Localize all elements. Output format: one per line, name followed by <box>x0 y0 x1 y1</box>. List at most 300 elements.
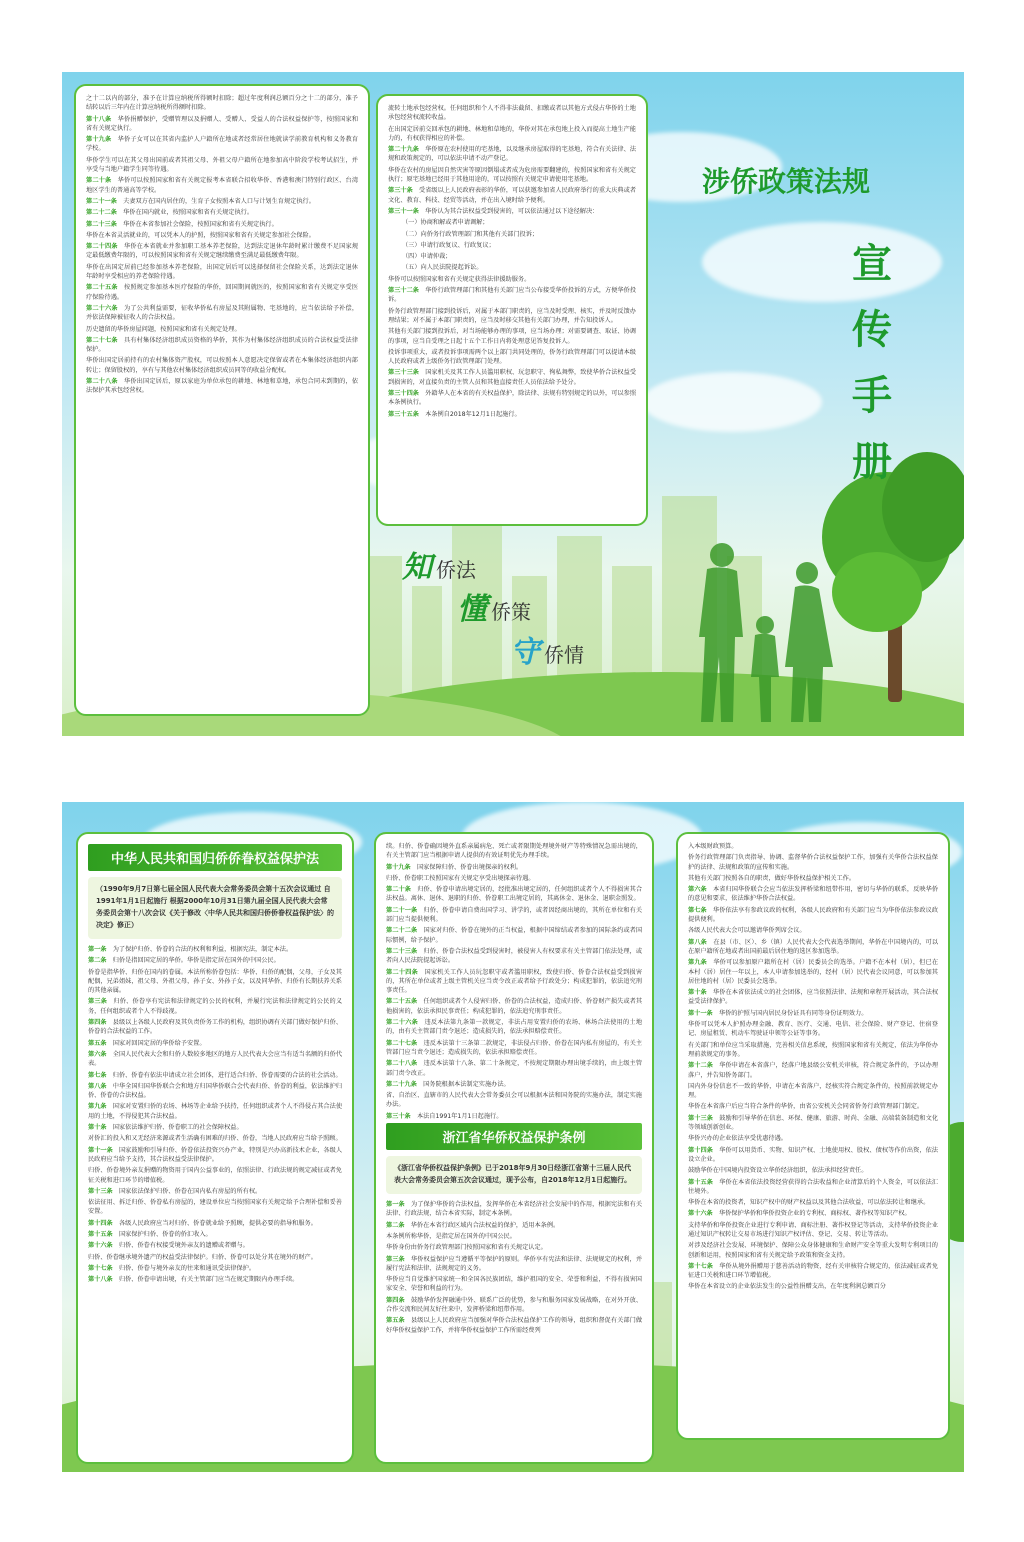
article-number: 第二十八条 <box>386 1060 418 1068</box>
article-number: 第二十七条 <box>386 1039 418 1047</box>
article-number: 第四条 <box>88 1019 107 1027</box>
article-paragraph <box>688 1262 938 1281</box>
article-paragraph <box>388 218 636 227</box>
article-text: 违反本法第九条第一款规定，非法占用安置归侨的农场、林场合法使用的土地的，由有关主管部门责令退还；造成损失的，依法承担赔偿责任。 <box>386 1019 643 1036</box>
cover-char-4: 册 <box>852 438 892 485</box>
article-number: 第十四条 <box>88 1219 113 1227</box>
article-text: 归侨、侨眷有权接受境外亲友的遗赠或者赠与。 <box>118 1242 249 1250</box>
article-paragraph <box>88 1018 342 1037</box>
article-number: 第二十一条 <box>86 197 117 205</box>
article-paragraph <box>386 1243 642 1252</box>
article-text: 其他有关部门接到投诉后，对当场能够办理的事项，应当场办理；对需要调查、取证、协调的事项，应当自受理之日起十五个工作日内将处理意见答复投诉人。 <box>388 328 636 345</box>
article-text: 之十二以内的部分，准予在计算应纳税所得额时扣除；超过年度利润总额百分之十二的部分，准予结转以后三年内在计算应纳税所得额时扣除。 <box>86 95 358 112</box>
article-text: 受省级以上人民政府表彰的华侨，可以获邀参加省人民政府举行的重大庆典或者文化、教育、科技、经贸等活动，并在出入境时给予便利。 <box>388 187 637 204</box>
article-paragraph <box>86 336 358 355</box>
article-paragraph <box>88 1082 342 1101</box>
article-text: （五）向人民法院提起诉讼。 <box>402 264 483 272</box>
article-paragraph <box>688 958 938 986</box>
article-text: 华侨在本省的投资者，知识产权中的财产权益以及其他合法收益，可以依法转让和继承。 <box>688 1199 930 1207</box>
inner-middle-text-panel <box>374 832 654 1464</box>
article-text: 华侨在本省灵活就业的，可以凭本人的护照，按照国家和省有关规定参加社会保险。 <box>86 231 315 239</box>
article-text: 国家对回国定居的华侨给予安置。 <box>112 1039 206 1047</box>
article-text: 本法自1991年1月1日起施行。 <box>416 1112 503 1120</box>
article-text: 华侨在本省设立的企业依法发生的公益性捐赠支出，在年度利润总额百分 <box>688 1283 886 1291</box>
article-paragraph <box>86 356 358 375</box>
article-paragraph <box>688 1061 938 1080</box>
article-text: 华侨兴办的企业依法享受优惠待遇。 <box>688 1135 787 1143</box>
article-paragraph <box>86 94 358 113</box>
article-text: 违反本法第十三条第二款规定，非法侵占归侨、侨眷在国内私有房屋的，有关主管部门应当责令退还；造成损失的，依法承担赔偿责任。 <box>386 1039 643 1056</box>
article-paragraph <box>388 275 636 284</box>
article-number: 第八条 <box>688 938 707 946</box>
article-text: 华侨在出国定居前已经参加基本养老保险，出国定居后可以选择保留社会保险关系，达到法定退休年龄时享受相应的养老保险待遇。 <box>86 263 358 281</box>
article-text: 国家依法保护归侨、侨眷在国内私有房屋的所有权。 <box>118 1187 262 1195</box>
article-paragraph <box>386 1221 642 1230</box>
article-paragraph <box>688 885 938 904</box>
article-paragraph <box>388 207 636 216</box>
article-text: 按照规定参加基本医疗保险的华侨，回国期间就医的，按照国家和省有关规定享受医疗保险待遇。 <box>86 284 359 301</box>
article-number: 第十条 <box>88 1124 107 1132</box>
article-text: 归侨、侨眷与境外亲友的往来和通讯受法律保护。 <box>118 1264 256 1272</box>
article-text: 国家保护归侨、侨眷的侨汇收入。 <box>118 1231 212 1239</box>
article-text: 华侨身份由侨务行政管理部门按照国家和省有关规定认定。 <box>386 1244 547 1252</box>
article-text: 华侨在国内就业，按照国家和省有关规定执行。 <box>123 209 254 217</box>
article-text: 华侨权益保护应当遵循平等保护的原则。华侨享有宪法和法律、法规规定的权利，并履行宪法和法律、法规规定的义务。 <box>386 1255 643 1272</box>
slogan-line-2: 懂侨策 <box>457 592 531 627</box>
article-number: 第十条 <box>688 989 707 997</box>
article-paragraph <box>388 307 636 326</box>
article-text: 华侨在本省依法成立的社会团体，应当依照法律、法规和章程开展活动，其合法权益受法律保护。 <box>688 989 939 1006</box>
article-number: 第十八条 <box>86 115 112 123</box>
article-number: 第六条 <box>88 1050 107 1058</box>
article-text: 各级人民代表大会可以邀请华侨列席会议。 <box>688 927 806 935</box>
article-number: 第十一条 <box>88 1146 113 1154</box>
article-text: 华侨在本省依法投资经营获得的合法收益和企业清算后的个人资金，可以依法汇往境外。 <box>688 1178 939 1195</box>
article-number: 第一条 <box>386 1201 405 1209</box>
law-preamble <box>88 877 342 939</box>
article-number: 第三十五条 <box>388 410 419 418</box>
article-number: 第一条 <box>88 946 107 953</box>
article-paragraph <box>88 1230 342 1239</box>
article-paragraph <box>88 968 342 996</box>
article-paragraph <box>386 1112 642 1121</box>
article-text: 省、自治区、直辖市的人民代表大会常务委员会可以根据本法和国务院的实施办法，制定实施办法。 <box>386 1092 642 1109</box>
article-paragraph <box>386 1255 642 1274</box>
article-number: 第八条 <box>88 1082 107 1090</box>
article-text: 对侨汇的投入和又无经济来源或者生活确有困难的归侨、侨眷，当地人民政府应当给予照顾。 <box>88 1135 342 1143</box>
article-text: 华侨子女可以在其省内监护人户籍所在地或者经常居住地就读学前教育机构和义务教育学校。 <box>86 136 359 153</box>
article-paragraph <box>386 1296 642 1315</box>
article-paragraph <box>88 1071 342 1080</box>
article-text: 归侨、侨眷职工按照国家有关规定享受出境探亲待遇。 <box>386 874 535 882</box>
article-paragraph <box>688 853 938 872</box>
outer-middle-text-panel <box>376 94 648 526</box>
inner-right-text-panel <box>676 832 950 1440</box>
article-text: （一）协商和解或者申请调解； <box>402 219 489 227</box>
article-text: 华侨可以参加原户籍所在村（居）民委员会的选举。户籍不在本村（居），但已在本村（居）居住一年以上，本人申请参加选举的，经村（居）民代表会议同意，可以参加其居住地的村（居）民委员会选举。 <box>688 959 939 985</box>
article-text: 华侨申请在本省落户，经落户地县级公安机关审核，符合规定条件的，予以办理落户，并告知侨务部门。 <box>688 1062 939 1079</box>
article-paragraph <box>386 926 642 945</box>
article-text: 国内外身份信息不一致的华侨，申请在本省落户，经核实符合规定条件的，按照前款规定办理。 <box>688 1082 938 1100</box>
article-paragraph <box>388 186 636 205</box>
article-paragraph <box>388 368 636 387</box>
article-paragraph <box>388 327 636 346</box>
article-paragraph <box>386 1039 642 1058</box>
article-paragraph <box>88 1219 342 1228</box>
article-number: 第十四条 <box>688 1146 714 1154</box>
article-text: 在县（市、区）、乡（镇）人民代表大会代表选举期间，华侨在中国境内的，可以在原户籍所在地或者出国前最后居住地的选区参加选举。 <box>688 938 939 955</box>
brochure-outer-side <box>62 72 964 736</box>
article-text: 华侨依法享有参政议政的权利，各级人民政府和有关部门应当为华侨依法参政议政提供便利。 <box>688 906 939 924</box>
regulation-preamble <box>386 1156 642 1194</box>
article-text: 违反本法第十八条、第二十条规定，不按规定期限办理出境手续的，由上级主管部门责令改正。 <box>386 1060 643 1077</box>
article-text: 国务院根据本法制定实施办法。 <box>423 1080 510 1088</box>
article-text: 鼓励和引导华侨在信息、环保、健康、旅游、时尚、金融、高端装备制造和文化等领域创新创业。 <box>688 1114 939 1132</box>
article-text: 归侨、侨眷继承境外遗产的权益受法律保护。归侨、侨眷可以处分其在境外的财产。 <box>88 1253 317 1261</box>
article-text: 县级以上各级人民政府及其负责侨务工作的机构，组织协调有关部门做好保护归侨、侨眷的合法权益的工作。 <box>88 1019 343 1036</box>
article-text: 全国人民代表大会和归侨人数较多地区的地方人民代表大会应当有适当名额的归侨代表。 <box>88 1050 343 1068</box>
article-text: 华侨从境外捐赠用于慈善活动的物资，经有关审核符合规定的，依法减征或者免征进口关税和进口环节增值税。 <box>688 1262 939 1280</box>
article-number: 第六条 <box>688 886 707 894</box>
article-paragraph <box>388 410 636 419</box>
article-paragraph <box>86 208 358 217</box>
article-number: 第十三条 <box>688 1114 714 1122</box>
article-paragraph <box>386 863 642 872</box>
article-number: 第五条 <box>88 1039 107 1047</box>
law-preamble-text: （1990年9月7日第七届全国人民代表大会常务委员会第十五次会议通过 自1991年1月1日起施行 根据2000年10月31日第九届全国人民代表大会常务委员会第十八次会议《关于修改〈中华人民共和国归侨侨眷权益保护法〉的决定》修正） <box>96 885 334 929</box>
cover-char-2: 传 <box>852 306 892 353</box>
article-paragraph <box>388 104 636 123</box>
article-paragraph <box>688 842 938 851</box>
article-text: 具有村集体经济组织成员资格的华侨，其作为村集体经济组织成员的合法权益受法律保护。 <box>86 336 359 354</box>
article-number: 第二十七条 <box>86 336 118 344</box>
article-text: 华侨在本省参加社会保险，按照国家和省有关规定执行。 <box>123 220 278 228</box>
article-paragraph <box>386 1018 642 1037</box>
article-number: 第十九条 <box>86 136 112 144</box>
article-number: 第二十五条 <box>86 284 118 292</box>
article-number: 第二十条 <box>386 886 411 894</box>
article-paragraph <box>88 1241 342 1250</box>
article-paragraph <box>86 263 358 282</box>
article-paragraph <box>688 1221 938 1240</box>
article-text: 华侨捐赠保护，受赠管理以及捐赠人、受赠人、受益人的合法权益保护等，按照国家和省有关规定执行。 <box>86 115 359 132</box>
article-number: 第三十四条 <box>388 390 420 398</box>
cover-title: 涉侨政策法规 <box>702 165 871 198</box>
law-title-banner: 中华人民共和国归侨侨眷权益保护法 <box>88 844 342 871</box>
article-number: 第二十条 <box>86 177 112 185</box>
article-text: 华侨在农村的房屋因自然灾害等原因倒塌或者成为危房需要翻建的，按照国家和省有关规定执行；原宅基地已经用于其他用途的，可以按照有关规定申请使用宅基地。 <box>388 166 636 184</box>
article-text: 为了保护归侨、侨眷的合法的权利和利益，根据宪法，制定本法。 <box>112 946 293 953</box>
article-text: 鼓励华侨在中国境内投资设立华侨经济组织，依法承担经营责任。 <box>688 1167 868 1175</box>
article-paragraph <box>688 1166 938 1175</box>
article-paragraph <box>688 926 938 935</box>
article-paragraph <box>86 220 358 229</box>
article-number: 第二十五条 <box>386 998 418 1006</box>
slogan-line-1: 知侨法 <box>402 550 476 585</box>
article-number: 第十七条 <box>88 1264 113 1272</box>
article-number: 第十六条 <box>88 1242 113 1250</box>
article-paragraph <box>88 1264 342 1273</box>
article-number: 第三十条 <box>386 1112 411 1120</box>
brochure-inner-side <box>62 802 964 1472</box>
article-paragraph <box>386 1080 642 1089</box>
article-text: （四）申请仲裁； <box>402 253 452 261</box>
article-number: 第二十六条 <box>386 1019 419 1027</box>
article-paragraph <box>388 230 636 239</box>
article-number: 第十二条 <box>688 1062 714 1070</box>
article-paragraph <box>388 166 636 185</box>
article-text: 华侨可以按照国家和省有关规定报考本省联合招收华侨、香港和澳门特别行政区、台湾地区学生的普通高等学校。 <box>86 177 359 194</box>
article-paragraph <box>688 906 938 925</box>
article-text: 归侨、侨眷境外亲友捐赠的物资用于国内公益事业的，依照法律、行政法规的规定减征或者免征关税和进口环节的增值税。 <box>88 1167 342 1184</box>
article-paragraph <box>388 348 636 367</box>
article-paragraph <box>688 1082 938 1101</box>
article-paragraph <box>388 241 636 250</box>
article-paragraph <box>88 1187 342 1196</box>
article-text: 在出国定居前交回承包的耕地、林地和草地的，华侨对其在承包地上投入而提高土地生产能力的，有权获得相应的补偿。 <box>388 125 636 142</box>
article-number: 第三十一条 <box>388 207 419 215</box>
article-text: 国家对归侨、侨眷在境外的正当权益，根据中国缔结或者参加的国际条约或者国际惯例，给予保护。 <box>386 927 643 944</box>
article-text: 入本级财政预算。 <box>688 843 738 850</box>
article-paragraph <box>86 283 358 302</box>
article-number: 第九条 <box>688 959 707 967</box>
article-text: 归侨、侨眷合法权益受到侵害时，被侵害人有权要求有关主管部门依法处理，或者向人民法院提起诉讼。 <box>386 947 643 965</box>
article-paragraph <box>688 1114 938 1133</box>
article-paragraph <box>388 125 636 144</box>
article-text: 华侨认为其合法权益受到侵害的，可以依法通过以下途径解决： <box>425 207 599 215</box>
article-text: 流转土地承包经营权。任何组织和个人不得非法截留、扣缴或者以其他方式侵占华侨的土地承包经营权流转收益。 <box>388 105 636 122</box>
article-paragraph <box>688 1102 938 1111</box>
article-text: 国家鼓励和引导归侨、侨眷依法投资兴办产业，特别是兴办高新技术企业，各级人民政府应当给予支持，其合法权益受法律保护。 <box>88 1146 343 1163</box>
article-text: 侨务行政管理部门接到投诉后，对属于本部门职责的，应当及时受理、核实，并及时反馈办理结果；对不属于本部门职责的，应当及时移交其他有关部门办理，并告知投诉人。 <box>388 307 636 324</box>
article-text: 华侨出国定居后，原以家庭为单位承包的耕地、林地和草地，承包合同未到期的，依法保护其承包经营权。 <box>86 378 359 395</box>
article-text: 本条例自2018年12月1日起施行。 <box>425 410 521 418</box>
article-paragraph <box>386 968 642 996</box>
article-number: 第二十六条 <box>86 304 118 312</box>
article-text: 华侨在本省行政区域内合法权益的保护，适用本条例。 <box>410 1221 560 1229</box>
article-text: 依法征用、拆迁归侨、侨眷私有房屋的，建设单位应当按照国家有关规定给予合理补偿和妥善安置。 <box>88 1199 342 1216</box>
article-paragraph <box>386 906 642 925</box>
article-number: 第十七条 <box>688 1262 714 1270</box>
article-text: 华侨出国定居前持有的农村集体资产股权，可以按照本人意愿决定保留或者在本集体经济组织内部转让；保留股权的，享有与其他农村集体经济组织成员同等的收益分配权。 <box>86 357 358 374</box>
article-text: 归侨、侨眷有依法申请成立社会团体，进行适合归侨、侨眷需要的合法的社会活动。 <box>112 1071 342 1079</box>
article-number: 第二十二条 <box>86 209 117 217</box>
article-paragraph <box>386 885 642 904</box>
article-text: 中华全国归国华侨联合会和地方归国华侨联合会代表归侨、侨眷的利益，依法维护归侨、侨眷的合法权益。 <box>88 1082 343 1100</box>
article-paragraph <box>386 997 642 1016</box>
article-text: 华侨行政管理部门和其他有关部门应当公布接受华侨投诉的方式，方便华侨投诉。 <box>388 287 637 304</box>
article-number: 第七条 <box>688 906 707 914</box>
article-paragraph <box>688 1020 938 1039</box>
article-text: 华侨学生可以在其父母出国前或者其祖父母、外祖父母户籍所在地参加高中阶段学校考试招生，并享受与当地户籍学生同等待遇。 <box>86 156 358 174</box>
article-number: 第十九条 <box>386 863 411 871</box>
article-number: 第二十一条 <box>386 906 418 914</box>
article-paragraph <box>688 1282 938 1291</box>
cover-char-1: 宣 <box>852 240 892 287</box>
article-number: 第三条 <box>88 998 108 1006</box>
article-text: 县级以上人民政府应当加强对华侨合法权益保护工作的领导，组织和督促有关部门做好华侨权益保护工作，并将华侨权益保护工作所需经费列 <box>386 1317 643 1334</box>
article-text: 国家对安置归侨的农场、林场等企业给予扶持，任何组织或者个人不得侵占其合法使用的土地，不得侵犯其合法权益。 <box>88 1103 343 1120</box>
cover-char-3: 手 <box>852 372 892 419</box>
article-number: 第十六条 <box>688 1210 713 1218</box>
article-number: 第二条 <box>88 957 107 965</box>
article-text: 华侨原在农村使用的宅基地，以及继承房屋取得的宅基地，符合有关法律、法规和政策规定的，可以依法申请不动产登记。 <box>388 146 637 163</box>
article-text: （三）申请行政复议、行政复议； <box>402 241 495 249</box>
article-paragraph <box>88 1134 342 1143</box>
article-text: （二）向侨务行政管理部门和其他有关部门投诉； <box>402 230 539 238</box>
article-text: 其他有关部门按照各自的职责，做好华侨权益保护相关工作。 <box>688 874 856 882</box>
article-paragraph <box>86 135 358 154</box>
article-number: 第二十四条 <box>386 968 419 976</box>
article-text: 华侨应当自觉维护国家统一和全国各民族团结，维护祖国的安全、荣誉和利益，不得有损害国家安全、荣誉和利益的行为。 <box>386 1276 642 1293</box>
article-text: 侨眷是指华侨、归侨在国内的眷属。本法所称侨眷包括：华侨、归侨的配偶，父母，子女及其配偶，兄弟姐妹，祖父母、外祖父母，孙子女、外孙子女，以及同华侨、归侨有长期扶养关系的其他亲属。 <box>88 968 342 995</box>
article-paragraph <box>688 1041 938 1060</box>
article-number: 第十五条 <box>88 1231 113 1239</box>
article-number: 第二条 <box>386 1221 405 1229</box>
article-paragraph <box>88 997 342 1016</box>
article-paragraph <box>88 1253 342 1262</box>
article-paragraph <box>88 1050 342 1069</box>
article-paragraph <box>88 1102 342 1121</box>
article-number: 第二十二条 <box>386 927 418 935</box>
article-number: 第九条 <box>88 1103 107 1111</box>
article-text: 归侨、侨眷申请出境，有关主管部门应当在规定期限内办理手续。 <box>118 1276 299 1284</box>
article-number: 第二十四条 <box>86 243 118 251</box>
article-text: 本省归国华侨联合会应当依法发挥桥梁和纽带作用，密切与华侨的联系，反映华侨的意见和要求，依法维护华侨合法权益。 <box>688 886 939 903</box>
article-text: 归侨、侨眷申请出境定居的，经批准出境定居的，任何组织或者个人不得损害其合法权益。离休、退休、退职的归侨、侨眷职工出境定居的，其离休金、退休金、退职金照发。 <box>386 886 643 903</box>
article-number: 第三十二条 <box>388 287 420 295</box>
article-paragraph <box>688 1178 938 1197</box>
article-text: 国家保障归侨、侨眷出境探亲的权利。 <box>416 863 523 871</box>
article-paragraph <box>86 115 358 134</box>
article-paragraph <box>88 1198 342 1217</box>
article-paragraph <box>86 242 358 261</box>
article-number: 第三十三条 <box>388 369 420 377</box>
article-paragraph <box>688 938 938 957</box>
article-paragraph <box>386 1091 642 1110</box>
article-number: 第十五条 <box>688 1178 714 1186</box>
article-text: 华侨在本省落户后应当符合条件的华侨，由省公安机关会同省侨务行政管理部门制定。 <box>688 1103 924 1111</box>
article-paragraph <box>86 176 358 195</box>
article-paragraph <box>88 1123 342 1132</box>
article-text: 历史遗留的华侨房屋问题，按照国家和省有关规定处理。 <box>86 325 241 333</box>
family-silhouette <box>677 537 847 727</box>
article-paragraph <box>386 1316 642 1335</box>
article-paragraph <box>88 1146 342 1165</box>
article-number: 第十三条 <box>88 1187 113 1195</box>
article-paragraph <box>688 1146 938 1165</box>
outer-left-text-panel <box>74 84 370 716</box>
article-number: 第五条 <box>386 1317 405 1325</box>
article-number: 第七条 <box>88 1071 107 1079</box>
article-paragraph <box>88 956 342 965</box>
article-paragraph <box>388 389 636 408</box>
article-paragraph <box>388 263 636 272</box>
inner-left-text-panel <box>76 832 354 1464</box>
article-text: 国家依法维护归侨、侨眷职工的社会保障权益。 <box>112 1124 243 1132</box>
article-number: 第三十条 <box>388 187 413 195</box>
article-paragraph <box>688 1241 938 1260</box>
article-text: 华侨可以按照国家和省有关规定获得法律援助服务。 <box>388 275 531 283</box>
article-text: 续。归侨、侨眷确因境外直系亲属病危、死亡或者限期处理境外财产等特殊情况急需出境的，有关主管部门应当根据申请人提供的有效证明优先办理手续。 <box>386 843 642 860</box>
article-paragraph <box>388 286 636 305</box>
regulation-preamble-text: 《浙江省华侨权益保护条例》已于2018年9月30日经浙江省第十三届人民代表大会常务委员会第五次会议通过，现予公布，自2018年12月1日起施行。 <box>394 1164 632 1185</box>
article-text: 夫妻双方在国内居住的，生育子女按照本省人口与计划生育规定执行。 <box>123 197 315 205</box>
article-text: 华侨可以用货币、实物、知识产权、土地使用权、股权、债权等作价出资，依法设立企业。 <box>688 1146 939 1163</box>
article-paragraph <box>88 1275 342 1284</box>
slogan-line-3: 守侨情 <box>510 635 584 670</box>
article-number: 第十八条 <box>88 1276 113 1284</box>
article-text: 支持华侨和华侨投资企业进行专利申请、商标注册、著作权登记等活动，支持华侨投资企业通过知识产权转让交易市场进行知识产权评估、登记、交易、转让等活动。 <box>688 1221 938 1238</box>
article-text: 归侨、侨眷享有宪法和法律规定的公民的权利，并履行宪法和法律规定的公民的义务，任何组织或者个人不得歧视。 <box>88 998 343 1015</box>
article-paragraph <box>88 1166 342 1185</box>
article-text: 归侨、侨眷申请自费出国学习、讲学的，或者因经商出境的，其所在单位和有关部门应当提供便利。 <box>386 906 643 924</box>
article-number: 第四条 <box>386 1296 405 1304</box>
article-text: 国家机关及其工作人员滥用职权、玩忽职守、徇私舞弊，致使华侨合法权益受到损害的，对直接负责的主管人员和其他直接责任人员依法给予处分。 <box>388 369 637 386</box>
article-paragraph <box>688 1009 938 1018</box>
article-text: 本条例所称华侨，是指定居在国外的中国公民。 <box>386 1232 516 1240</box>
article-paragraph <box>388 145 636 164</box>
article-number: 第二十八条 <box>86 378 118 386</box>
article-paragraph <box>386 947 642 966</box>
article-paragraph <box>86 325 358 334</box>
article-paragraph <box>386 1059 642 1078</box>
article-paragraph <box>386 842 642 861</box>
article-text: 归侨是指回国定居的华侨。华侨是指定居在国外的中国公民。 <box>112 957 280 965</box>
article-number: 第二十九条 <box>388 146 420 154</box>
article-text: 华侨在本省就业并参加职工基本养老保险，达到法定退休年龄时累计缴费不足国家规定最低缴费年限的，可以按照国家和省有关规定继续缴费至满足最低缴费年限。 <box>86 243 359 260</box>
article-text: 鼓励华侨发挥融通中外、联系广泛的优势，参与和服务国家发展战略，在对外开放、合作交流和民间友好往来中，发挥桥梁和纽带作用。 <box>386 1296 643 1313</box>
article-number: 第二十九条 <box>386 1080 417 1088</box>
article-number: 第十一条 <box>688 1009 713 1017</box>
regulation-title-banner: 浙江省华侨权益保护条例 <box>386 1123 642 1150</box>
article-paragraph <box>88 1039 342 1048</box>
article-paragraph <box>86 197 358 206</box>
article-paragraph <box>88 945 342 954</box>
article-paragraph <box>688 874 938 883</box>
article-text: 投诉事项重大，或者投诉事项需两个以上部门共同处理的，侨务行政管理部门可以提请本级人民政府或者上级侨务行政管理部门处理。 <box>388 348 636 366</box>
article-paragraph <box>688 1198 938 1207</box>
article-text: 为了公共利益需要，征收华侨私有房屋及其附属物、宅基地的，应当依法给予补偿，并依法保障被征收人的合法权益。 <box>86 304 359 322</box>
article-paragraph <box>86 304 358 323</box>
article-text: 华侨可以凭本人护照办理金融、教育、医疗、交通、电信、社会保险、财产登记、住宿登记、房屋租赁、机动车驾驶证申领等公证等事务。 <box>688 1021 938 1038</box>
article-number: 第二十三条 <box>86 220 117 228</box>
article-number: 第二十三条 <box>386 947 418 955</box>
article-paragraph <box>86 156 358 175</box>
article-paragraph <box>388 252 636 261</box>
article-text: 华侨的护照与国内居民身份证具有同等身份证明效力。 <box>718 1009 868 1017</box>
article-paragraph <box>688 988 938 1007</box>
article-paragraph <box>386 1200 642 1219</box>
article-paragraph <box>386 1275 642 1294</box>
article-paragraph <box>86 377 358 396</box>
article-paragraph <box>86 231 358 240</box>
article-text: 对涉及经济社会发展、环境保护、保障公众身体健康和生命财产安全等重大发明专利项目的创新和运用，按照国家和省有关规定给予政策和资金支持。 <box>688 1242 938 1259</box>
article-text: 各级人民政府应当对归侨、侨眷就业给予照顾，提供必要的指导和服务。 <box>118 1219 317 1227</box>
article-text: 为了保护华侨的合法权益，发挥华侨在本省经济社会发展中的作用，根据宪法和有关法律、行政法规，结合本省实际，制定本条例。 <box>386 1201 643 1218</box>
article-paragraph <box>386 874 642 883</box>
article-paragraph <box>688 1134 938 1143</box>
article-text: 有关部门和单位应当采取措施，完善相关信息系统，按照国家和省有关规定，依法为华侨办理前款规定的事务。 <box>688 1041 938 1058</box>
article-paragraph <box>688 1209 938 1218</box>
article-text: 任何组织或者个人侵害归侨、侨眷的合法权益，造成归侨、侨眷财产损失或者其他损害的，依法承担民事责任；构成犯罪的，依法追究刑事责任。 <box>386 998 643 1015</box>
article-number: 第三条 <box>386 1255 405 1263</box>
article-text: 国家机关工作人员玩忽职守或者滥用职权，致使归侨、侨眷合法权益受到损害的，其所在单位或者上级主管机关应当责令改正或者给予行政处分；构成犯罪的，依法追究刑事责任。 <box>386 968 643 995</box>
article-text: 外籍华人在本省的有关权益保护，除法律、法规有特别规定的以外，可以参照本条例执行。 <box>388 390 637 407</box>
article-text: 侨务行政管理部门负责指导、协调、监督华侨合法权益保护工作，加强有关华侨合法权益保护的法律、法规和政策的宣传和实施。 <box>688 854 938 871</box>
article-paragraph <box>386 1232 642 1241</box>
article-text: 华侨保护华侨和华侨投资企业的专利权、商标权、著作权等知识产权。 <box>718 1210 911 1218</box>
